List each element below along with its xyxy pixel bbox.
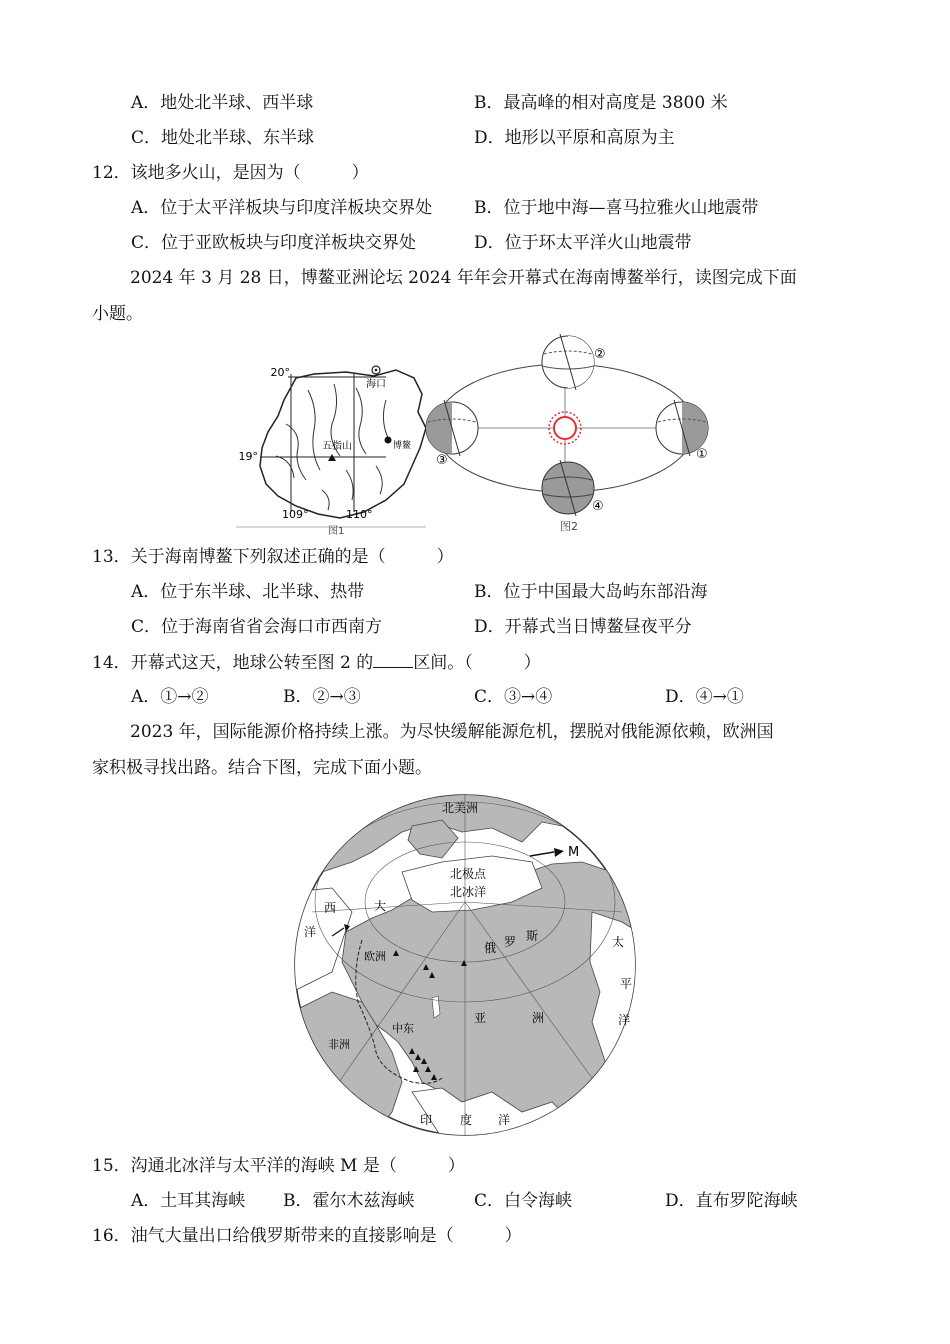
label-atlantic-3: 洋 xyxy=(304,925,317,939)
q14-option-c[interactable]: C．③→④ xyxy=(474,687,553,707)
q13-stem: 13．关于海南博鳌下列叙述正确的是（ ） xyxy=(92,547,454,567)
label-lon-110: 110° xyxy=(346,508,373,521)
q14-option-b[interactable]: B．②→③ xyxy=(283,687,361,707)
figure2-caption: 图2 xyxy=(560,520,578,533)
label-pacific-2: 平 xyxy=(620,977,633,991)
passage-boao-line2: 小题。 xyxy=(92,304,143,324)
label-lat-19: 19° xyxy=(238,450,258,463)
q12-option-b[interactable]: B．位于地中海—喜马拉雅火山地震带 xyxy=(474,198,759,218)
label-lat-20: 20° xyxy=(270,366,290,379)
label-atlantic-1: 西 xyxy=(324,901,337,915)
q15-option-c[interactable]: C．白令海峡 xyxy=(474,1191,573,1211)
orbit-figure xyxy=(420,332,720,536)
passage-energy-line1: 2023 年，国际能源价格持续上涨。为尽快缓解能源危机，摆脱对俄能源依赖，欧洲国 xyxy=(130,722,774,742)
label-m: M xyxy=(568,845,580,860)
earth-position-3 xyxy=(426,400,478,456)
label-russia-3: 斯 xyxy=(526,929,539,943)
q13-option-c[interactable]: C．位于海南省省会海口市西南方 xyxy=(131,617,383,637)
passage-boao xyxy=(92,260,852,332)
label-boao: 博鳌 xyxy=(393,441,412,451)
q14-option-d[interactable]: D．④→① xyxy=(665,687,744,707)
passage-energy-line2: 家积极寻找出路。结合下图，完成下面小题。 xyxy=(92,758,432,778)
sun-icon xyxy=(549,412,581,444)
q13-option-b[interactable]: B．位于中国最大岛屿东部沿海 xyxy=(474,582,708,602)
label-asia-2: 洲 xyxy=(532,1011,545,1025)
label-north-america: 北美洲 xyxy=(442,801,479,815)
q14-blank xyxy=(373,651,413,668)
label-africa: 非洲 xyxy=(328,1038,350,1051)
haikou-center-dot xyxy=(375,369,378,372)
boao-dot-icon xyxy=(385,437,392,444)
q13-option-d[interactable]: D．开幕式当日博鳌昼夜平分 xyxy=(474,617,692,637)
q12-option-c[interactable]: C．位于亚欧板块与印度洋板块交界处 xyxy=(131,233,417,253)
q11-option-a[interactable]: A．地处北半球、西半球 xyxy=(131,93,314,113)
label-position-3: ③ xyxy=(436,453,448,468)
label-atlantic-2: 大 xyxy=(374,899,387,913)
q11-option-d[interactable]: D．地形以平原和高原为主 xyxy=(474,128,675,148)
passage-energy xyxy=(92,714,852,786)
q11-option-c[interactable]: C．地处北半球、东半球 xyxy=(131,128,315,148)
q13-option-a[interactable]: A．位于东半球、北半球、热带 xyxy=(131,582,365,602)
label-position-2: ② xyxy=(594,347,606,362)
polar-globe-map xyxy=(292,792,638,1138)
q14-option-a[interactable]: A．①→② xyxy=(131,687,209,707)
label-russia-2: 罗 xyxy=(504,935,517,949)
label-russia-1: 俄 xyxy=(484,941,497,955)
label-pacific-3: 洋 xyxy=(618,1013,631,1027)
q12-stem: 12．该地多火山，是因为（ ） xyxy=(92,163,369,183)
label-position-1: ① xyxy=(696,447,708,462)
passage-boao-line1: 2024 年 3 月 28 日，博鳌亚洲论坛 2024 年年会开幕式在海南博鳌举行，读图完成下面 xyxy=(130,268,797,288)
label-haikou: 海口 xyxy=(366,379,386,390)
q15-option-b[interactable]: B．霍尔木兹海峡 xyxy=(283,1191,415,1211)
q15-stem: 15．沟通北冰洋与太平洋的海峡 M 是（ ） xyxy=(92,1156,465,1176)
figure1-caption: 图1 xyxy=(328,526,345,537)
label-north-pole: 北极点 xyxy=(450,867,487,881)
q14-stem: 14．开幕式这天，地球公转至图 2 的 区间。（ ） xyxy=(92,653,541,673)
label-lon-109: 109° xyxy=(282,508,309,521)
label-indian-1: 印 xyxy=(420,1113,433,1127)
label-position-4: ④ xyxy=(592,499,604,514)
label-europe: 欧洲 xyxy=(364,950,386,963)
label-indian-3: 洋 xyxy=(498,1113,511,1127)
hainan-map-figure xyxy=(236,360,436,538)
label-arctic-ocean: 北冰洋 xyxy=(450,885,487,899)
label-wuzhishan: 五指山 xyxy=(322,441,352,452)
q12-option-a[interactable]: A．位于太平洋板块与印度洋板块交界处 xyxy=(131,198,433,218)
q15-option-d[interactable]: D．直布罗陀海峡 xyxy=(665,1191,798,1211)
label-pacific-1: 太 xyxy=(612,935,625,949)
q16-stem: 16．油气大量出口给俄罗斯带来的直接影响是（ ） xyxy=(92,1226,522,1246)
earth-position-4 xyxy=(542,460,594,516)
q15-option-a[interactable]: A．土耳其海峡 xyxy=(131,1191,246,1211)
label-indian-2: 度 xyxy=(460,1113,473,1127)
label-asia-1: 亚 xyxy=(474,1011,487,1025)
q12-option-d[interactable]: D．位于环太平洋火山地震带 xyxy=(474,233,692,253)
q11-option-b[interactable]: B．最高峰的相对高度是 3800 米 xyxy=(474,93,728,113)
label-middle-east: 中东 xyxy=(392,1022,414,1035)
earth-position-2 xyxy=(542,334,594,390)
